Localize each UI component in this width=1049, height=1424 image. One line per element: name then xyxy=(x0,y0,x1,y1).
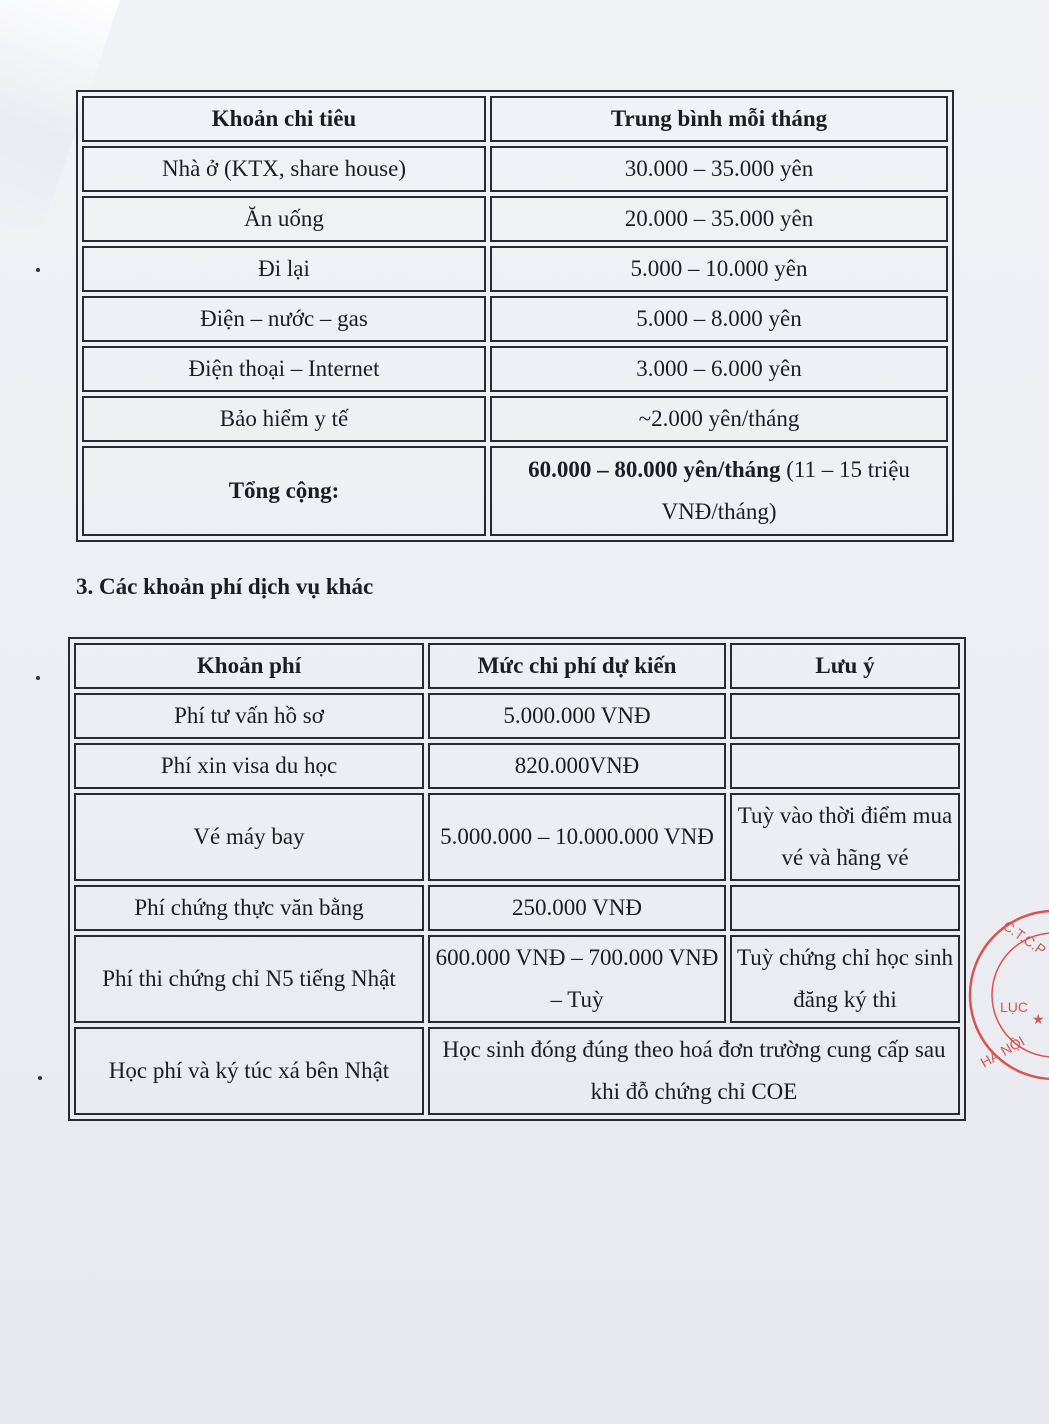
stamp-top-text: C.T.C.P xyxy=(1000,917,1049,959)
table-row xyxy=(82,246,948,292)
table-row xyxy=(74,793,960,881)
company-stamp xyxy=(962,900,1049,1090)
expense-item: Điện – nước – gas xyxy=(82,296,486,342)
fee-name: Phí tư vấn hồ sơ xyxy=(74,693,424,739)
table-row xyxy=(74,885,960,931)
fee-note xyxy=(730,693,960,739)
fee-name: Phí chứng thực văn bằng xyxy=(74,885,424,931)
fee-name: Học phí và ký túc xá bên Nhật xyxy=(74,1027,424,1115)
total-row xyxy=(82,446,948,536)
total-label: Tổng cộng: xyxy=(82,446,486,536)
expense-amount: 20.000 – 35.000 yên xyxy=(490,196,948,242)
header-fee: Khoản phí xyxy=(74,643,424,689)
expense-amount: ~2.000 yên/tháng xyxy=(490,396,948,442)
expense-amount: 30.000 – 35.000 yên xyxy=(490,146,948,192)
header-note: Lưu ý xyxy=(730,643,960,689)
star-icon: ★ xyxy=(1032,1011,1045,1027)
other-fees-table xyxy=(68,637,966,1121)
fee-cost: 600.000 VNĐ – 700.000 VNĐ – Tuỳ xyxy=(428,935,726,1023)
fee-name: Vé máy bay xyxy=(74,793,424,881)
fee-note: Tuỳ chứng chỉ học sinh đăng ký thi xyxy=(730,935,960,1023)
header-monthly-average: Trung bình mỗi tháng xyxy=(490,96,948,142)
header-estimated-cost: Mức chi phí dự kiến xyxy=(428,643,726,689)
total-amount xyxy=(490,446,948,536)
table-row xyxy=(82,346,948,392)
table-header-row xyxy=(82,96,948,142)
fee-cost: 250.000 VNĐ xyxy=(428,885,726,931)
expense-item: Bảo hiểm y tế xyxy=(82,396,486,442)
expense-item: Ăn uống xyxy=(82,196,486,242)
fee-note: Tuỳ vào thời điểm mua vé và hãng vé xyxy=(730,793,960,881)
fee-note xyxy=(730,743,960,789)
table-row xyxy=(82,146,948,192)
expense-item: Điện thoại – Internet xyxy=(82,346,486,392)
table-row xyxy=(74,743,960,789)
scan-speck xyxy=(36,676,40,680)
section-heading: 3. Các khoản phí dịch vụ khác xyxy=(76,574,374,599)
monthly-expense-table xyxy=(76,90,954,542)
table-row xyxy=(74,935,960,1023)
expense-item: Nhà ở (KTX, share house) xyxy=(82,146,486,192)
fee-note xyxy=(730,885,960,931)
fee-cost: 820.000VNĐ xyxy=(428,743,726,789)
expense-item: Đi lại xyxy=(82,246,486,292)
fee-name: Phí xin visa du học xyxy=(74,743,424,789)
header-expense-item: Khoản chi tiêu xyxy=(82,96,486,142)
fee-cost-merged: Học sinh đóng đúng theo hoá đơn trường cung cấp sau khi đỗ chứng chỉ COE xyxy=(428,1027,960,1115)
expense-amount: 3.000 – 6.000 yên xyxy=(490,346,948,392)
scan-speck xyxy=(38,1076,42,1080)
total-amount-main: 60.000 – 80.000 yên/tháng xyxy=(528,457,781,482)
stamp-middle-text: LỤC xyxy=(1000,999,1029,1015)
table-row xyxy=(82,396,948,442)
table-row xyxy=(74,1027,960,1115)
table-row xyxy=(74,693,960,739)
fee-name: Phí thi chứng chỉ N5 tiếng Nhật xyxy=(74,935,424,1023)
table-header-row xyxy=(74,643,960,689)
total-amount-vnd: (11 – 15 triệu VNĐ/tháng) xyxy=(661,457,910,524)
table-row xyxy=(82,296,948,342)
table-row xyxy=(82,196,948,242)
fee-cost: 5.000.000 VNĐ xyxy=(428,693,726,739)
stamp-bottom-text: HÀ NỘI xyxy=(977,1032,1028,1071)
expense-amount: 5.000 – 8.000 yên xyxy=(490,296,948,342)
fee-cost: 5.000.000 – 10.000.000 VNĐ xyxy=(428,793,726,881)
expense-amount: 5.000 – 10.000 yên xyxy=(490,246,948,292)
scan-speck xyxy=(36,268,40,272)
